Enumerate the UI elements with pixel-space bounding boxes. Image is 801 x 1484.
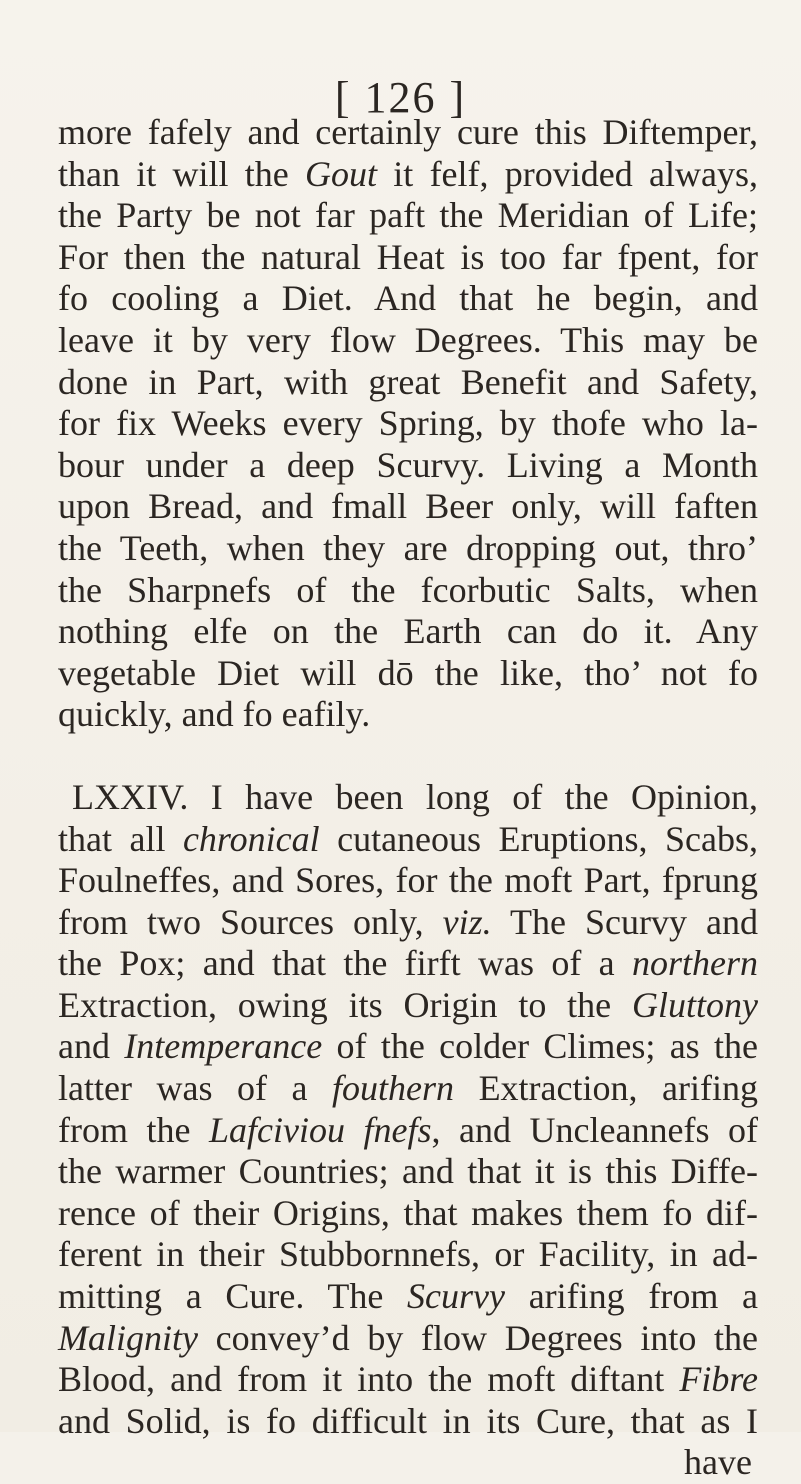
italic-word: Scurvy [407, 1276, 505, 1317]
italic-word: chronical [182, 818, 320, 859]
text-line: bour under a deep Scurvy. Living a Month [58, 444, 758, 485]
text-line: the Pox; and that the firft was of a northern [58, 943, 758, 984]
paragraph-2 [58, 777, 758, 1443]
text-line: Extraction, owing its Origin to the Gluttony [58, 984, 758, 1025]
italic-word: Gout [305, 153, 378, 194]
text-line: and Intemperance of the colder Climes; as the [58, 1026, 758, 1067]
text-line: done in Part, with great Benefit and Safety, [58, 361, 758, 402]
italic-word: fouthern [332, 1068, 455, 1109]
page-number-header: [ 126 ] [334, 73, 467, 122]
italic-word: Malignity [58, 1317, 198, 1358]
paragraph-gap [58, 736, 758, 777]
text-line: nothing elfe on the Earth can do it. Any [58, 611, 758, 652]
text-line: and Solid, is fo difficult in its Cure, that as I [58, 1400, 758, 1441]
text-line: vegetable Diet will dō the like, tho’ not fo [58, 652, 758, 693]
text-line: latter was of a fouthern Extraction, arifing [58, 1068, 758, 1109]
italic-word: Gluttony [632, 984, 758, 1025]
text-line: ferent in their Stubbornnefs, or Facility, in ad- [58, 1234, 758, 1275]
catchword: have [684, 1442, 752, 1483]
text-line: mitting a Cure. The Scurvy arifing from a [58, 1276, 758, 1317]
italic-word: Intemperance [124, 1026, 323, 1067]
text-line: the warmer Countries; and that it is this Diffe- [58, 1151, 758, 1192]
text-line: for fix Weeks every Spring, by thofe who la- [58, 403, 758, 444]
text-line: Malignity convey’d by flow Degrees into the [58, 1317, 758, 1358]
italic-word: Fibre [679, 1359, 758, 1400]
text-line: rence of their Origins, that makes them fo dif- [58, 1192, 758, 1233]
text-line: For then the natural Heat is too far fpent, for [58, 236, 758, 277]
text-line: the Sharpnefs of the fcorbutic Salts, when [58, 569, 758, 610]
text-line: than it will the Gout it felf, provided always, [58, 153, 758, 194]
text-line: Blood, and from it into the moft diftant Fibre [58, 1359, 758, 1400]
text-line: upon Bread, and fmall Beer only, will faften [58, 486, 758, 527]
text-line: leave it by very flow Degrees. This may be [58, 319, 758, 360]
text-line: that all chronical cutaneous Eruptions, Scabs, [58, 818, 758, 859]
text-line: LXXIV. I have been long of the Opinion, [72, 776, 758, 817]
text-line: from the Lafciviou fnefs, and Uncleannefs of [58, 1109, 758, 1150]
paragraph-1 [58, 112, 758, 736]
text-line: Foulneffes, and Sores, for the moft Part, fprung [58, 860, 758, 901]
italic-word: northern [632, 943, 758, 984]
text-line: the Party be not far paft the Meridian of Life; [58, 195, 758, 236]
text-line: the Teeth, when they are dropping out, thro’ [58, 527, 758, 568]
text-line: fo cooling a Diet. And that he begin, and [58, 278, 758, 319]
page-text [58, 112, 758, 1484]
text-line: quickly, and fo eafily. [58, 694, 371, 735]
italic-word: Lafciviou fnefs [209, 1109, 432, 1150]
italic-word: viz. [442, 901, 492, 942]
text-line: from two Sources only, viz. The Scurvy and [58, 901, 758, 942]
text-line: more fafely and certainly cure this Diftemper, [58, 112, 758, 152]
